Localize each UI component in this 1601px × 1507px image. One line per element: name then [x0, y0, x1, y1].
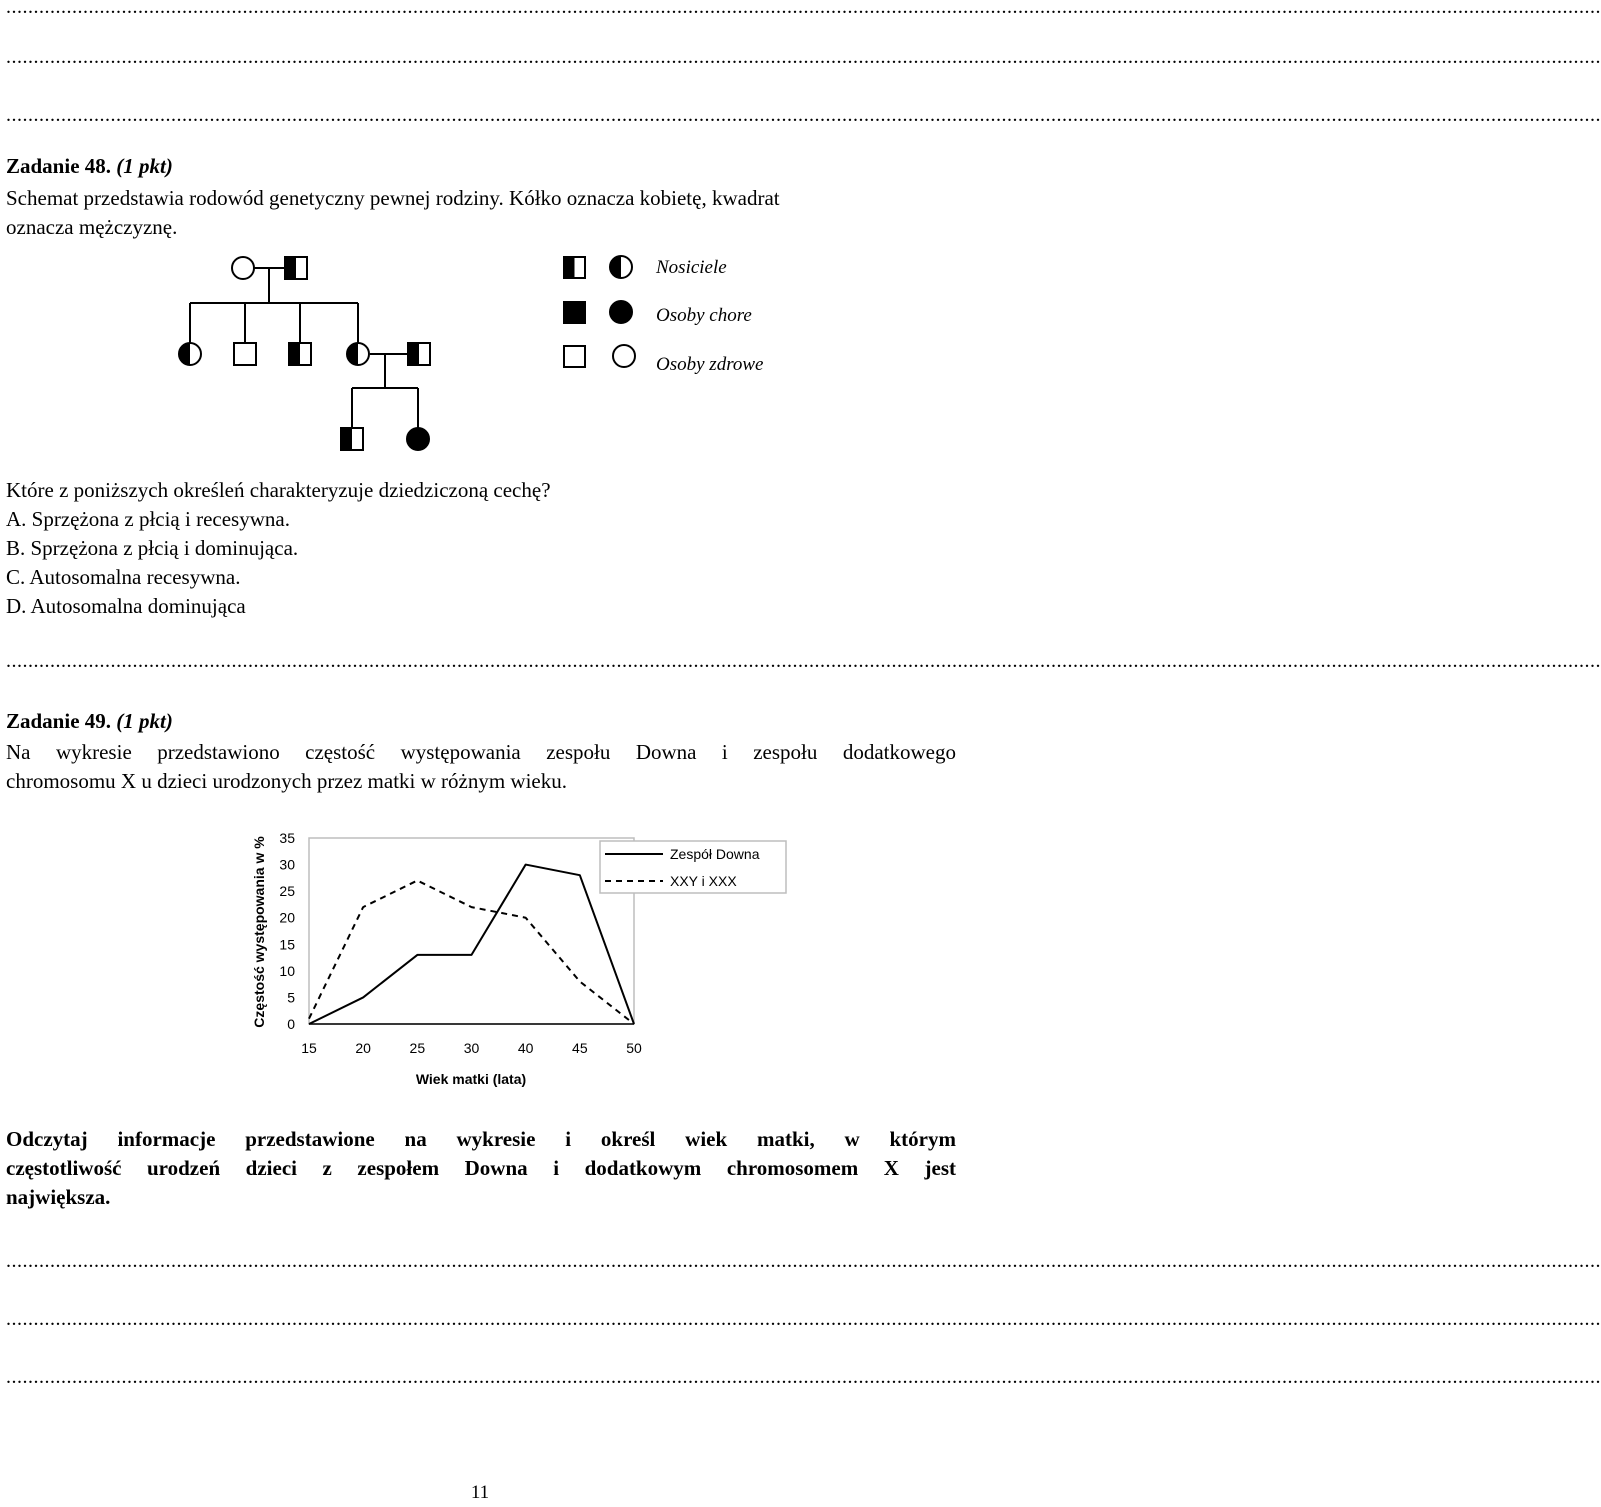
pedigree-diagram	[150, 245, 460, 460]
answer-line: ..................................................................................................................................................................................................................................................................................................	[6, 1308, 1601, 1330]
series-line-xxy-xxx	[309, 881, 634, 1024]
x-axis-label: Wiek matki (lata)	[415, 1071, 527, 1087]
pedigree-legend	[555, 250, 795, 380]
y-tick-label: 5	[287, 989, 295, 1006]
x-tick-label: 45	[572, 1040, 588, 1056]
male-carrier-symbol	[289, 343, 311, 365]
male-carrier-symbol	[341, 428, 363, 450]
task48-option-b: B. Sprzężona z płcią i dominująca.	[6, 536, 299, 560]
task48-option-d: D. Autosomalna dominująca	[6, 594, 246, 618]
female-carrier-symbol	[179, 343, 201, 365]
female-healthy-symbol	[232, 257, 254, 279]
legend-male-healthy-icon	[564, 346, 585, 367]
x-tick-label: 40	[517, 1040, 534, 1056]
x-tick-label: 20	[355, 1040, 371, 1056]
task49-title: Zadanie 49.	[6, 709, 112, 733]
legend-female-affected-icon	[610, 301, 632, 323]
task49-intro-line2: chromosomu X u dzieci urodzonych przez matki w różnym wieku.	[6, 769, 568, 793]
legend-female-carrier-icon	[610, 256, 632, 278]
task48-heading	[6, 152, 173, 181]
female-carrier-symbol	[347, 343, 369, 365]
y-tick-label: 15	[279, 936, 295, 953]
task49-question-line3: największa.	[6, 1185, 111, 1209]
x-tick-label: 25	[409, 1040, 426, 1056]
male-carrier-symbol	[408, 343, 430, 365]
legend-male-carrier-icon	[564, 257, 585, 278]
y-tick-label: 25	[279, 883, 295, 900]
legend-male-affected-icon	[564, 302, 585, 323]
legend-series-label: XXY i XXX	[670, 873, 737, 889]
frequency-line-chart	[240, 810, 800, 1100]
task48-intro-line1: Schemat przedstawia rodowód genetyczny pewnej rodziny. Kółko oznacza kobietę, kwadrat	[6, 186, 780, 210]
answer-line: ..................................................................................................................................................................................................................................................................................................	[6, 1366, 1601, 1388]
task48-question: Które z poniższych określeń charakteryzuje dziedziczoną cechę?	[6, 478, 551, 502]
task48-intro-line2: oznacza mężczyznę.	[6, 215, 178, 239]
answer-line: ..................................................................................................................................................................................................................................................................................................	[6, 46, 1601, 68]
task49-intro-line1: Na wykresie przedstawiono częstość występowania zespołu Downa i zespołu dodatkowego	[6, 740, 956, 764]
legend-carriers-label: Nosiciele	[656, 257, 727, 278]
task49-question-line1: Odczytaj informacje przedstawione na wykresie i określ wiek matki, w którym	[6, 1127, 956, 1151]
y-tick-label: 10	[279, 962, 295, 979]
series-line-down-syndrome	[309, 865, 634, 1024]
task48-option-c: C. Autosomalna recesywna.	[6, 565, 241, 589]
answer-line: ..................................................................................................................................................................................................................................................................................................	[6, 0, 1601, 18]
legend-female-healthy-icon	[613, 345, 635, 367]
y-tick-label: 0	[287, 1016, 295, 1032]
y-axis-label: Częstość występowania w %	[251, 836, 267, 1028]
legend-series-label: Zespół Downa	[670, 846, 760, 862]
answer-line: ..................................................................................................................................................................................................................................................................................................	[6, 650, 1601, 672]
male-carrier-symbol	[285, 257, 307, 279]
female-affected-symbol	[407, 428, 429, 450]
y-tick-label: 30	[279, 856, 295, 873]
answer-line: ..................................................................................................................................................................................................................................................................................................	[6, 104, 1601, 126]
task49-points: (1 pkt)	[116, 709, 173, 733]
x-tick-label: 30	[463, 1040, 480, 1056]
legend-healthy-label: Osoby zdrowe	[656, 354, 764, 375]
male-healthy-symbol	[234, 343, 256, 365]
page-number: 11	[470, 1482, 490, 1503]
task48-option-a: A. Sprzężona z płcią i recesywna.	[6, 507, 290, 531]
y-tick-label: 20	[279, 909, 295, 926]
plot-area-border	[309, 838, 634, 1024]
task48-points: (1 pkt)	[116, 154, 173, 178]
x-tick-label: 15	[301, 1040, 317, 1056]
answer-line: ..................................................................................................................................................................................................................................................................................................	[6, 1250, 1601, 1272]
task49-question-line2: częstotliwość urodzeń dzieci z zespołem Downa i dodatkowym chromosomem X jest	[6, 1156, 956, 1180]
y-tick-label: 35	[279, 830, 295, 846]
x-tick-label: 50	[626, 1040, 642, 1056]
legend-affected-label: Osoby chore	[656, 305, 752, 326]
task49-heading	[6, 707, 173, 736]
task48-title: Zadanie 48.	[6, 154, 112, 178]
